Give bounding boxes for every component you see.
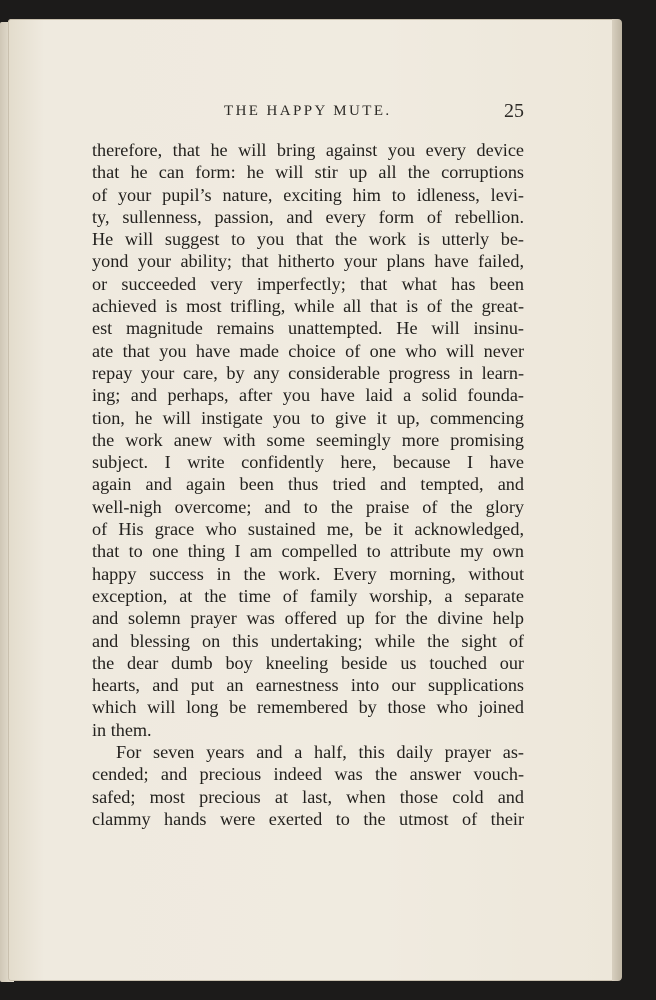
running-title: THE HAPPY MUTE.	[224, 103, 392, 119]
text-line: subject. I write confidently here, because I have	[92, 452, 524, 473]
text-line: or succeeded very imperfectly; that what has been	[92, 273, 524, 294]
text-line: est magnitude remains unattempted. He will insinu-	[92, 318, 524, 339]
text-line: repay your care, by any considerable progress in learn-	[92, 362, 524, 383]
text-line: therefore, that he will bring against you every device	[92, 140, 524, 160]
text-line: achieved is most trifling, while all that is of the great-	[92, 296, 524, 317]
text-line: exception, at the time of family worship, a separate	[92, 585, 524, 606]
text-line: ing; and perhaps, after you have laid a solid founda-	[92, 385, 524, 406]
text-line: happy success in the work. Every morning, without	[92, 563, 524, 584]
running-header	[92, 100, 524, 126]
text-line: the dear dumb boy kneeling beside us touched our	[92, 652, 524, 673]
text-line: ate that you have made choice of one who will never	[92, 340, 524, 361]
text-line: clammy hands were exerted to the utmost of their	[92, 808, 524, 829]
text-line: He will suggest to you that the work is utterly be-	[92, 229, 524, 250]
text-line: in them.	[92, 719, 152, 740]
text-line: and solemn prayer was offered up for the divine help	[92, 608, 524, 629]
text-line: and blessing on this undertaking; while the sight of	[92, 630, 524, 651]
text-line: which will long be remembered by those who joined	[92, 697, 524, 718]
text-line: that to one thing I am compelled to attribute my own	[92, 541, 524, 562]
body-text	[92, 139, 524, 830]
text-line: For seven years and a half, this daily prayer as-	[116, 742, 524, 763]
text-line: that he can form: he will stir up all the corruptions	[92, 162, 524, 183]
right-page-edge	[612, 19, 622, 981]
text-line: cended; and precious indeed was the answer vouch-	[92, 764, 524, 785]
text-line: of your pupil’s nature, exciting him to idleness, levi-	[92, 184, 524, 205]
text-line: tion, he will instigate you to give it up, commencing	[92, 407, 524, 428]
text-line: safed; most precious at last, when those cold and	[92, 786, 524, 807]
text-line: ty, sullenness, passion, and every form of rebellion.	[92, 206, 524, 227]
text-line: well-nigh overcome; and to the praise of the glory	[92, 496, 524, 517]
text-line: again and again been thus tried and tempted, and	[92, 474, 524, 495]
page-number: 25	[504, 100, 524, 122]
text-line: yond your ability; that hitherto your plans have failed,	[92, 251, 524, 272]
text-line: hearts, and put an earnestness into our supplications	[92, 675, 524, 696]
text-line: the work anew with some seemingly more promising	[92, 429, 524, 450]
text-line: of His grace who sustained me, be it acknowledged,	[92, 519, 524, 540]
